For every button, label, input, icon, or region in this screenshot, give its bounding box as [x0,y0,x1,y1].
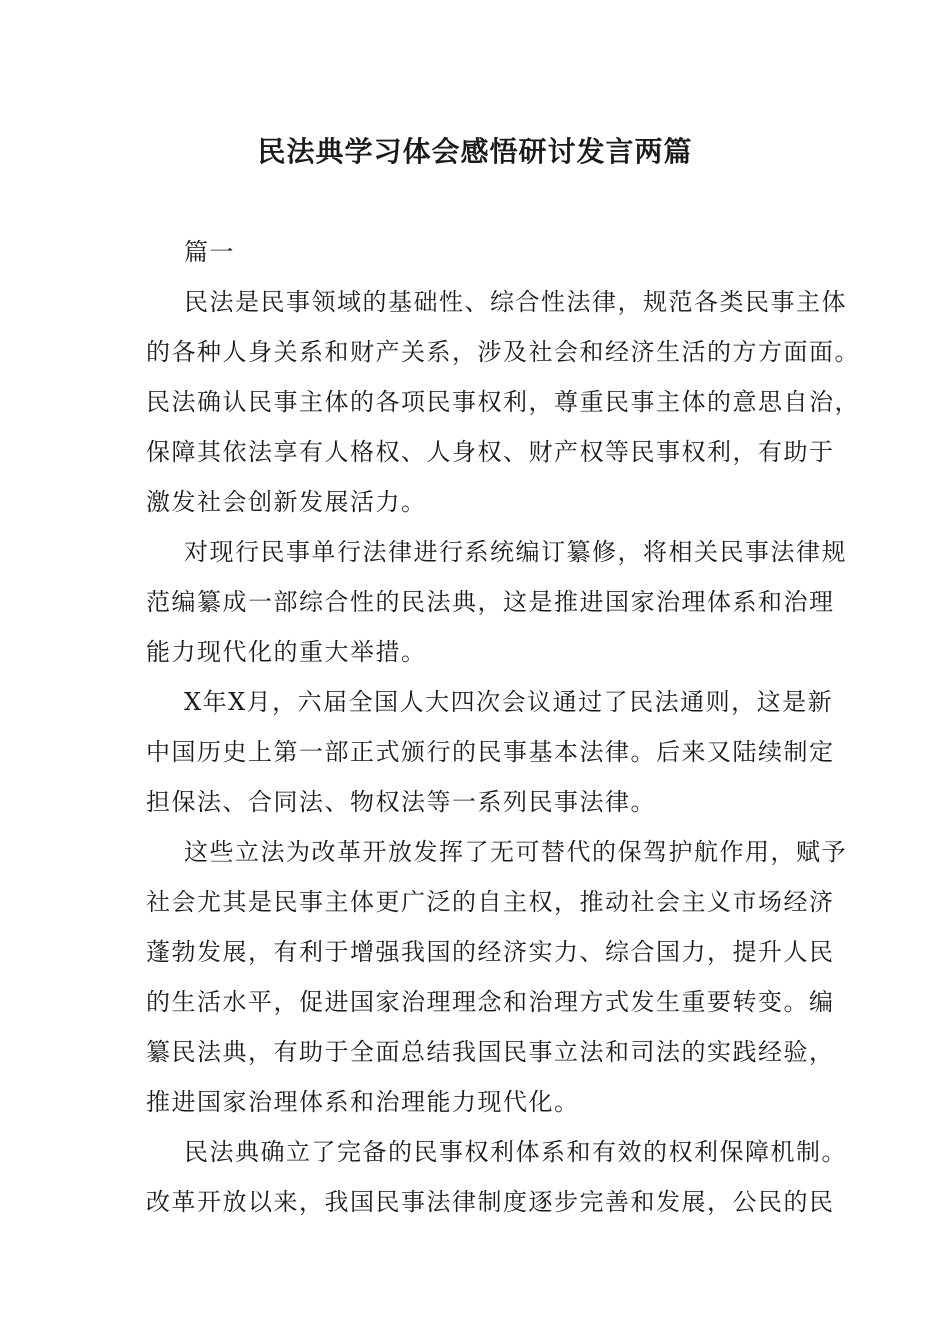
body-line: 对现行民事单行法律进行系统编订纂修，将相关民事法律规 [184,538,847,566]
body-line: 激发社会创新发展活力。 [146,488,427,516]
body-line: 民法确认民事主体的各项民事权利，尊重民事主体的意思自治， [146,388,860,416]
body-line: 担保法、合同法、物权法等一系列民事法律。 [146,788,656,816]
body-line: 社会尤其是民事主体更广泛的自主权，推动社会主义市场经济 [146,888,835,916]
body-line: 保障其依法享有人格权、人身权、财产权等民事权利，有助于 [146,438,835,466]
body-line: 的各种人身关系和财产关系，涉及社会和经济生活的方方面面。 [146,338,860,366]
document-title: 民法典学习体会感悟研讨发言两篇 [257,135,693,168]
body-line: 的生活水平，促进国家治理理念和治理方式发生重要转变。编 [146,988,835,1016]
document-body [146,227,860,1227]
body-line: 能力现代化的重大举措。 [146,638,427,666]
body-line: 蓬勃发展，有利于增强我国的经济实力、综合国力，提升人民 [146,938,835,966]
body-line: 民法典确立了完备的民事权利体系和有效的权利保障机制。 [184,1138,847,1166]
body-line: 纂民法典，有助于全面总结我国民事立法和司法的实践经验， [146,1038,835,1066]
body-line: 民法是民事领域的基础性、综合性法律，规范各类民事主体 [184,288,847,316]
body-line: 改革开放以来，我国民事法律制度逐步完善和发展，公民的民 [146,1188,835,1216]
body-line: 推进国家治理体系和治理能力现代化。 [146,1088,580,1116]
body-line: 范编纂成一部综合性的民法典，这是推进国家治理体系和治理 [146,588,835,616]
section-label: 篇一 [184,238,235,266]
body-line: X年X月，六届全国人大四次会议通过了民法通则，这是新 [184,688,834,716]
body-line: 中国历史上第一部正式颁行的民事基本法律。后来又陆续制定 [146,738,835,766]
body-line: 这些立法为改革开放发挥了无可替代的保驾护航作用，赋予 [184,838,847,866]
